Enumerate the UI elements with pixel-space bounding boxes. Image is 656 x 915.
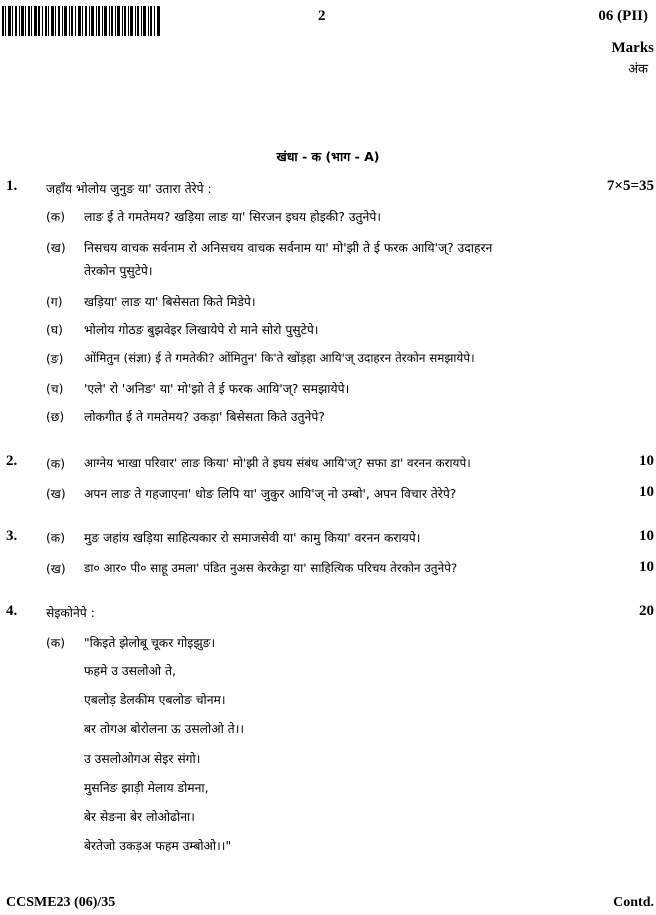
item-label: (च) [46,382,64,396]
item-text: तेरकोन पुसुटेपे। [84,264,153,278]
item-text: लाङ ई ते गमतेमय? खड़िया लाङ या' सिरजन इघय होइकी? उतुनेपे। [84,210,382,224]
item-marks: 10 [639,453,654,469]
paper-code: 06 (PII) [598,8,648,24]
section-title: खंधा - क (भाग - A) [276,149,380,164]
poem-line: बेरतेजो उकड़अ फहम उम्बोओ।।" [84,839,232,853]
question-marks: 20 [639,603,654,619]
item-text: आग्नेय भाखा परिवार' लाङ किया' मो'झी ते इघय संबंध आयि'ज्? सफा डा' वरनन करायपे। [84,456,471,470]
item-marks: 10 [639,528,654,544]
item-text: डा० आर० पी० साहू उमला' पंडित नुअस केरकेट्टा या' साहित्यिक परिचय तेरकोन उतुनेपे? [84,561,458,575]
footer-continued: Contd. [613,895,654,910]
question-intro: सेइकोनेपे : [46,606,95,620]
item-label: (क) [46,636,66,650]
question-number: 4. [6,603,18,619]
item-label: (क) [46,210,66,224]
item-label: (क) [46,531,66,545]
page-number: 2 [318,8,326,24]
item-label: (घ) [46,323,63,337]
footer-code: CCSME23 (06)/35 [6,895,116,910]
item-text: अपन लाङ ते गहजाएना' धोङ लिपि या' जुकुर आयि'ज् नो उम्बो', अपन विचार तेरेपे? [84,487,457,501]
poem-line: मुसनिङ झाड़ी मेलाय डोमना, [84,781,209,795]
item-text: लोकगीत ई ते गमतेमय? उकड़ा' बिसेसता किते उतुनेपे? [84,410,325,424]
question-number: 1. [6,178,18,194]
question-number: 2. [6,453,18,469]
item-marks: 10 [639,484,654,500]
marks-heading: Marks [611,40,654,56]
barcode [2,6,160,36]
question-intro: जहाँय भोलोय जुनुङ या' उतारा तेरेपे : [46,182,212,196]
item-text: मुङ जहांय खड़िया साहित्यकार रो समाजसेवी या' कामु किया' वरनन करायपे। [84,531,421,545]
poem-line: उ उसलोओगअ सेइर संगो। [84,752,201,766]
poem-line: एबलोड़ डेलकीम एबलोङ चोनम। [84,693,226,707]
poem-line: "किइते झेलोबू चूकर गोइझुङ। [84,636,216,650]
poem-line: बेर सेङना बेर लोओढोना। [84,810,195,824]
item-text: ओंमितुन (संज्ञा) ई ते गमतेकी? ओंमितुन' कि'ते खोंड़हा आयि'ज् उदाहरन तेरकोन समझायेपे। [84,351,475,365]
question-marks: 7×5=35 [606,178,654,194]
item-text: खड़िया' लाङ या' बिसेसता किते मिडेपे। [84,295,256,309]
item-text: निसचय वाचक सर्वनाम रो अनिसचय वाचक सर्वनाम या' मो'झी ते ई फरक आयि'ज्? उदाहरन [84,241,493,255]
item-label: (छ) [46,410,65,424]
item-label: (ख) [46,562,66,576]
item-label: (ख) [46,487,66,501]
item-text: भोलोय गोठङ बुझवेइर लिखायेपे रो माने सोरो पुसुटेपे। [84,323,319,337]
item-marks: 10 [639,559,654,575]
item-text: 'एले' रो 'अनिङ' या' मो'झो ते ई फरक आयि'ज्? समझायेपे। [84,382,350,396]
item-label: (ङ) [46,352,64,366]
item-label: (ग) [46,295,63,309]
poem-line: बर तोगअ बोरोलना ऊ उसलोओ ते।। [84,722,245,736]
item-label: (ख) [46,241,66,255]
poem-line: फहमे उ उसलोओ ते, [84,664,176,678]
item-label: (क) [46,457,66,471]
marks-heading-hindi: अंक [628,62,648,77]
question-number: 3. [6,528,18,544]
